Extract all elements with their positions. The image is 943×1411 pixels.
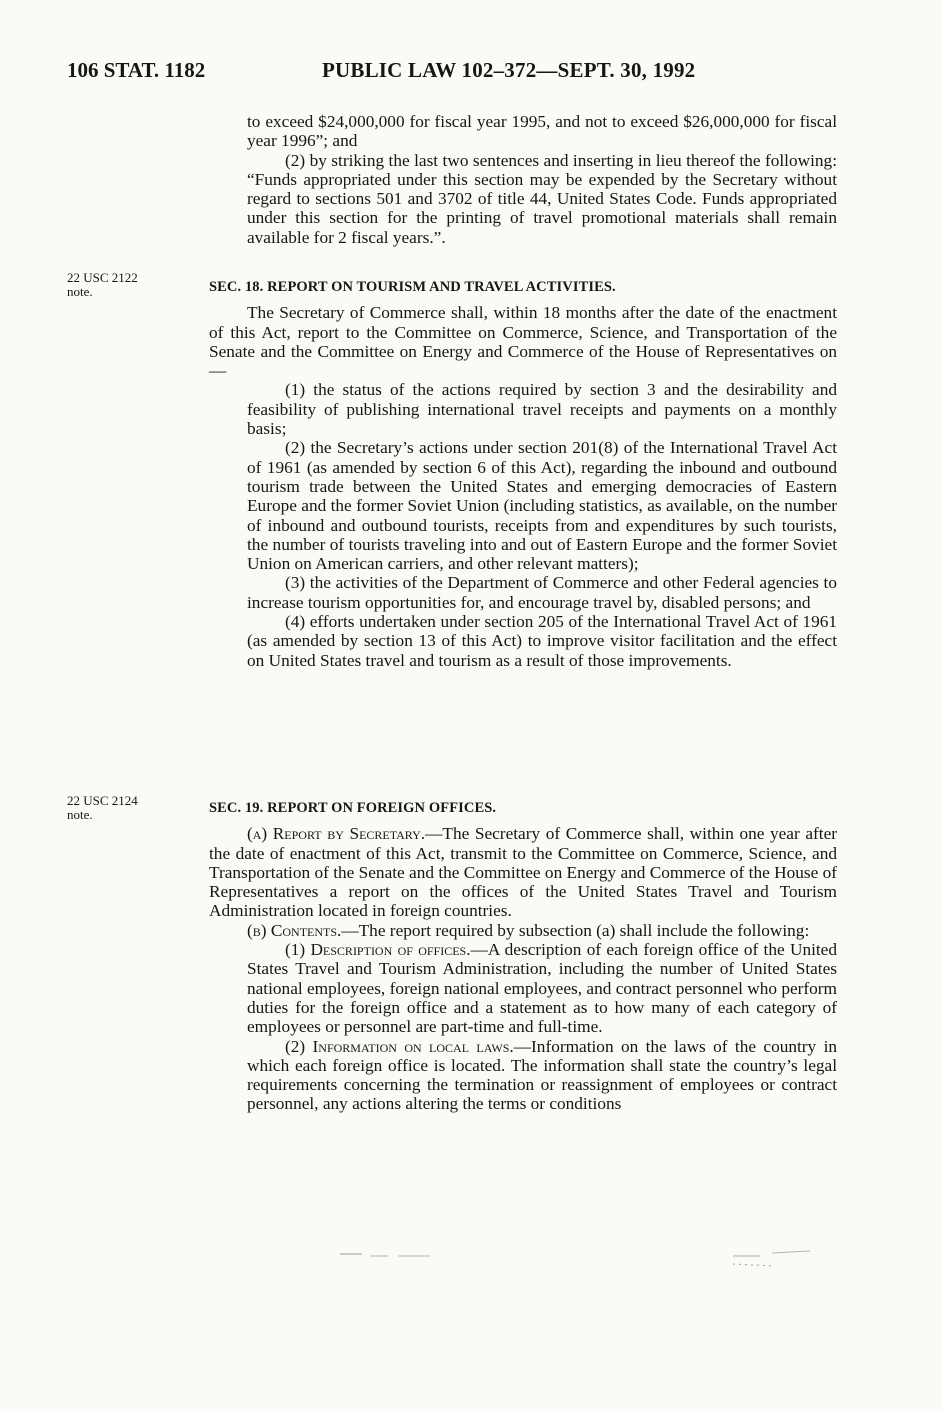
subsection-b-text: —The report required by subsection (a) shall include the following: — [341, 920, 810, 940]
section-19-subsection-b — [209, 921, 837, 940]
section-18 — [209, 274, 837, 670]
margin-note-sec18 — [67, 271, 177, 299]
continued-text-block — [247, 112, 837, 247]
continued-paragraph-1: to exceed $24,000,000 for fiscal year 1995, and not to exceed $26,000,000 for fiscal year 1996”; and — [247, 112, 837, 151]
public-law-title: PUBLIC LAW 102–372—SEPT. 30, 1992 — [322, 58, 696, 82]
section-19-heading: SEC. 19. REPORT ON FOREIGN OFFICES. — [209, 800, 497, 816]
margin-note-sec19 — [67, 794, 177, 822]
page-header — [67, 58, 837, 84]
margin-note-citation: 22 USC 2122 — [67, 270, 138, 285]
section-19 — [209, 795, 837, 1114]
paragraph-b2-text: —Information on the laws of the country in which each foreign office is located. The information shall state the country’s legal requirements concerning the termination or reassignment of employees or contract personnel, any actions altering the terms or conditions — [247, 1036, 838, 1114]
section-18-item-1: (1) the status of the actions required by section 3 and the desirability and feasibility of publishing international travel receipts and payments on a monthly basis; — [247, 380, 837, 439]
subsection-a-label: (a) Report by Secretary. — [247, 824, 426, 844]
margin-note-label: note. — [67, 807, 93, 822]
section-18-intro: The Secretary of Commerce shall, within 18 months after the date of the enactment of this Act, report to the Committee on Commerce, Science, and Transportation of the Senate and the Committee on Energy and Commerce of the House of Representatives on— — [209, 303, 837, 381]
paragraph-b2-label: (2) Information on local laws. — [285, 1036, 514, 1056]
section-18-item-4: (4) efforts undertaken under section 205 of the International Travel Act of 1961 (as amended by section 13 of this Act) to improve visitor facilitation and the effect on United States travel and tourism as a result of those improvements. — [247, 612, 837, 670]
scan-artifact-marks — [340, 1250, 810, 1270]
section-19-subsection-a — [209, 824, 837, 920]
section-19-paragraph-b1 — [247, 940, 837, 1036]
margin-note-label: note. — [67, 284, 93, 299]
paragraph-b1-text: —A description of each foreign office of the United States Travel and Tourism Administration, including the number of United States national employees, foreign national employees, and contract personnel who perform duties for the foreign office and a statement as to how many of each category of employees or personnel are part-time and full-time. — [247, 940, 837, 1037]
subsection-a-text: —The Secretary of Commerce shall, within one year after the date of enactment of this Act, transmit to the Committee on Commerce, Science, and Transportation of the Senate and the Committee on Energy and Commerce of the House of Representatives a report on the offices of the United States Travel and Tourism Administration located in foreign countries. — [209, 824, 837, 921]
section-18-heading: SEC. 18. REPORT ON TOURISM AND TRAVEL ACTIVITIES. — [209, 279, 616, 295]
continued-paragraph-2: (2) by striking the last two sentences and inserting in lieu thereof the following: “Funds appropriated under this section may be expended by the Secretary without regard to sections 501 and 3702 of title 44, United States Code. Funds appropriated under this section for the printing of travel promotional materials shall remain available for 2 fiscal years.”. — [247, 150, 837, 247]
section-19-paragraph-b2 — [247, 1037, 837, 1114]
paragraph-b1-label: (1) Description of offices. — [285, 940, 471, 960]
subsection-b-label: (b) Contents. — [247, 920, 342, 940]
section-18-item-3: (3) the activities of the Department of Commerce and other Federal agencies to increase tourism opportunities for, and encourage travel by, disabled persons; and — [247, 573, 837, 612]
section-18-item-2: (2) the Secretary’s actions under section 201(8) of the International Travel Act of 1961 (as amended by section 6 of this Act), regarding the inbound and outbound tourism trade between the United States and emerging democracies of Eastern Europe and the former Soviet Union (including statistics, as available, on the number of inbound and outbound tourists, receipts from and expenditures by such tourists, the number of tourists traveling into and out of Eastern Europe and the former Soviet Union on American carriers, and other relevant matters); — [247, 438, 837, 574]
margin-note-citation: 22 USC 2124 — [67, 793, 138, 808]
statute-page-number: 106 STAT. 1182 — [67, 58, 206, 82]
